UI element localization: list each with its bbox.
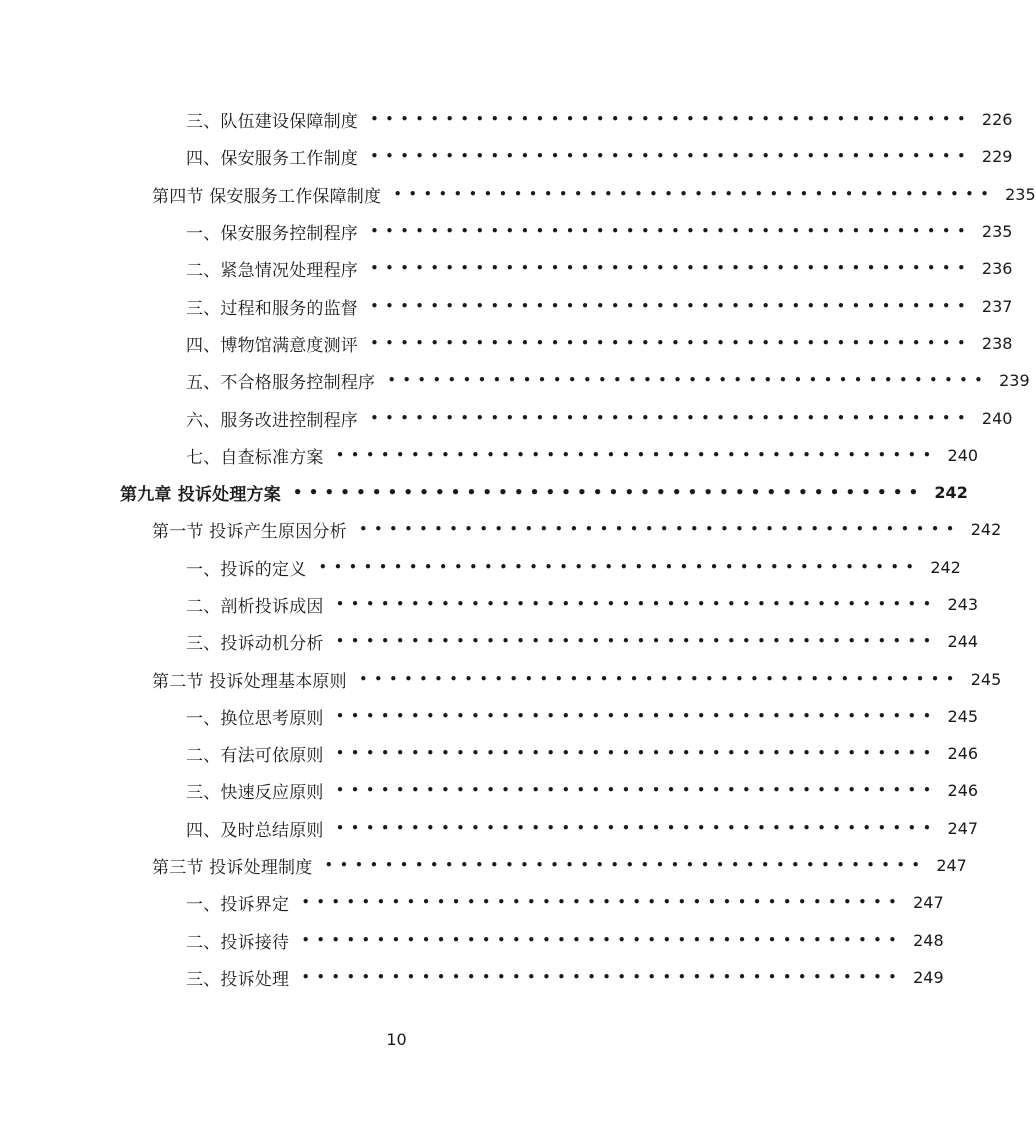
toc-entry-page: 247	[936, 856, 967, 876]
toc-entry-title: 第九章 投诉处理方案	[120, 485, 281, 506]
toc-subsection-entry[interactable]	[0, 138, 1013, 175]
toc-entry-page: 240	[947, 445, 979, 465]
toc-entry-page: 247	[913, 893, 944, 913]
toc-section-entry[interactable]	[0, 660, 1002, 697]
toc-entry-page: 235	[1005, 184, 1036, 204]
toc-entry-page: 243	[947, 595, 979, 614]
toc-entry-page: 235	[981, 222, 1013, 242]
toc-entry-title: 二、紧急情况处理程序	[186, 261, 358, 282]
toc-dot-leader: ••••••••••••••••••••••••••••••••••••••••	[387, 371, 990, 390]
toc-entry-title: 五、不合格服务控制程序	[186, 373, 376, 394]
toc-entry-page: 248	[913, 930, 944, 950]
toc-subsection-entry[interactable]	[0, 399, 1013, 436]
toc-entry-title: 二、投诉接待	[186, 932, 290, 953]
toc-entry-title: 一、换位思考原则	[186, 708, 324, 729]
toc-subsection-entry[interactable]	[0, 287, 1013, 324]
toc-subsection-entry[interactable]	[0, 922, 944, 959]
toc-dot-leader: ••••••••••••••••••••••••••••••••••••••••	[370, 408, 972, 427]
toc-dot-leader: ••••••••••••••••••••••••••••••••••••••••	[370, 259, 972, 278]
toc-entry-title: 第二节 投诉处理基本原则	[152, 671, 347, 692]
toc-dot-leader: ••••••••••••••••••••••••••••••••••••••••	[301, 893, 904, 912]
toc-dot-leader: ••••••••••••••••••••••••••••••••••••••••	[335, 632, 938, 651]
toc-entry-page: 245	[970, 669, 1002, 689]
toc-dot-leader: ••••••••••••••••••••••••••••••••••••••••	[393, 184, 996, 203]
toc-subsection-entry[interactable]	[0, 325, 1013, 362]
toc-entry-page: 246	[947, 781, 979, 801]
toc-dot-leader: ••••••••••••••••••••••••••••••••••••••••	[335, 595, 938, 613]
toc-entry-title: 一、投诉界定	[186, 895, 290, 916]
toc-entry-title: 四、博物馆满意度测评	[186, 335, 358, 356]
toc-dot-leader: ••••••••••••••••••••••••••••••••••••••••	[335, 445, 938, 464]
toc-subsection-entry[interactable]	[0, 362, 1030, 399]
toc-entry-page: 247	[947, 818, 979, 838]
toc-subsection-entry[interactable]	[0, 101, 1013, 138]
toc-entry-page: 245	[947, 706, 979, 726]
toc-dot-leader: ••••••••••••••••••••••••••••••••••••••••	[370, 147, 972, 166]
toc-section-entry[interactable]	[0, 847, 967, 884]
toc-dot-leader: ••••••••••••••••••••••••••••••••••••••••	[292, 483, 925, 502]
toc-entry-title: 四、及时总结原则	[186, 820, 324, 841]
toc-dot-leader: ••••••••••••••••••••••••••••••••••••••••	[358, 669, 961, 688]
toc-subsection-entry[interactable]	[0, 623, 979, 660]
toc-dot-leader: ••••••••••••••••••••••••••••••••••••••••	[318, 557, 921, 576]
toc-section-entry[interactable]	[0, 176, 1036, 213]
toc-subsection-entry[interactable]	[0, 959, 944, 996]
toc-entry-page: 238	[981, 333, 1013, 353]
toc-dot-leader: ••••••••••••••••••••••••••••••••••••••••	[301, 967, 904, 986]
toc-subsection-entry[interactable]	[0, 213, 1013, 250]
toc-entry-title: 三、投诉处理	[186, 969, 290, 990]
toc-entry-page: 240	[981, 408, 1013, 428]
toc-entry-page: 244	[947, 632, 979, 652]
toc-dot-leader: ••••••••••••••••••••••••••••••••••••••••	[370, 333, 972, 352]
page-number: 10	[386, 1030, 407, 1049]
toc-entry-title: 一、保安服务控制程序	[186, 224, 358, 245]
toc-entry-title: 四、保安服务工作制度	[186, 149, 358, 170]
toc-dot-leader: ••••••••••••••••••••••••••••••••••••••••	[324, 856, 927, 875]
toc-subsection-entry[interactable]	[0, 586, 979, 623]
toc-dot-leader: ••••••••••••••••••••••••••••••••••••••••	[370, 110, 972, 129]
toc-entry-title: 一、投诉的定义	[186, 559, 307, 580]
toc-dot-leader: ••••••••••••••••••••••••••••••••••••••••	[358, 520, 961, 539]
toc-entry-page: 242	[930, 557, 961, 577]
toc-entry-page: 246	[947, 744, 979, 764]
toc-entry-page: 242	[934, 483, 968, 503]
toc-entry-title: 三、队伍建设保障制度	[186, 112, 358, 133]
toc-subsection-entry[interactable]	[0, 772, 979, 809]
toc-subsection-entry[interactable]	[0, 735, 979, 772]
toc-subsection-entry[interactable]	[0, 250, 1013, 287]
toc-entry-title: 第四节 保安服务工作保障制度	[152, 186, 382, 207]
toc-subsection-entry[interactable]	[0, 437, 979, 474]
toc-entry-page: 226	[981, 110, 1013, 130]
toc-dot-leader: ••••••••••••••••••••••••••••••••••••••••	[301, 930, 904, 949]
toc-entry-title: 七、自查标准方案	[186, 447, 324, 468]
toc-dot-leader: ••••••••••••••••••••••••••••••••••••••••	[370, 222, 972, 241]
toc-chapter-entry[interactable]	[0, 474, 968, 511]
toc-entry-title: 第三节 投诉处理制度	[152, 858, 313, 879]
toc-entry-title: 三、快速反应原则	[186, 783, 324, 804]
toc-subsection-entry[interactable]	[0, 698, 979, 735]
toc-dot-leader: ••••••••••••••••••••••••••••••••••••••••	[335, 744, 938, 763]
toc-dot-leader: ••••••••••••••••••••••••••••••••••••••••	[335, 781, 938, 800]
toc-entry-page: 236	[981, 259, 1013, 279]
toc-subsection-entry[interactable]	[0, 884, 944, 921]
toc-entry-title: 六、服务改进控制程序	[186, 410, 358, 431]
toc-section-entry[interactable]	[0, 511, 1002, 548]
toc-subsection-entry[interactable]	[0, 549, 961, 586]
toc-entry-title: 二、有法可依原则	[186, 746, 324, 767]
toc-entry-page: 239	[999, 371, 1030, 391]
toc-entry-title: 三、过程和服务的监督	[186, 298, 358, 319]
toc-entry-page: 237	[981, 296, 1013, 316]
toc-dot-leader: ••••••••••••••••••••••••••••••••••••••••	[335, 706, 938, 725]
toc-entry-title: 第一节 投诉产生原因分析	[152, 522, 347, 543]
toc-dot-leader: ••••••••••••••••••••••••••••••••••••••••	[370, 296, 972, 315]
toc-entry-page: 229	[981, 147, 1013, 167]
toc-entry-title: 二、剖析投诉成因	[186, 597, 324, 617]
toc-entry-page: 249	[913, 967, 944, 987]
toc-dot-leader: ••••••••••••••••••••••••••••••••••••••••	[335, 818, 938, 837]
toc-entry-page: 242	[970, 520, 1002, 540]
toc-subsection-entry[interactable]	[0, 810, 979, 847]
toc-entry-title: 三、投诉动机分析	[186, 634, 324, 655]
table-of-contents	[0, 101, 1036, 996]
